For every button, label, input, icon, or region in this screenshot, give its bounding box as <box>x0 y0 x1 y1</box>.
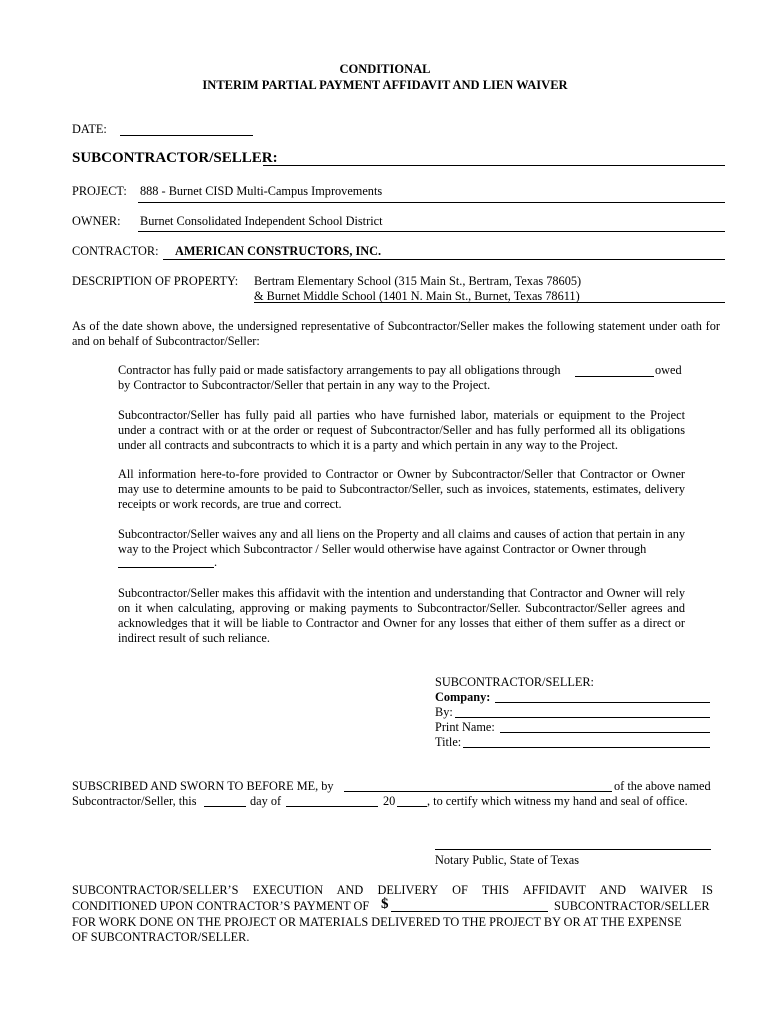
property-label: DESCRIPTION OF PROPERTY: <box>72 274 239 288</box>
owner-label: OWNER: <box>72 214 121 228</box>
sworn-day-line[interactable] <box>204 806 246 807</box>
form-title-line2: INTERIM PARTIAL PAYMENT AFFIDAVIT AND LIEN WAIVER <box>202 78 568 92</box>
signature-by-label: By: <box>435 705 453 719</box>
notary-label: Notary Public, State of Texas <box>435 853 580 867</box>
paragraph-1-date-line[interactable] <box>575 376 654 377</box>
owner-field-line <box>138 231 725 232</box>
notary-signature-line[interactable] <box>435 849 711 850</box>
sworn-year-line[interactable] <box>397 806 427 807</box>
paragraph-2: Subcontractor/Seller has fully paid all parties who have furnished labor, materials or equipment to the Project under a contract with or at the order or request of Subcontractor/Seller and has fully performed all its obligations under all contracts and subcontracts to which it is a party and which pertain in any way to the Project. <box>118 408 685 452</box>
form-title-line1: CONDITIONAL <box>339 62 431 76</box>
subcontractor-field-line[interactable] <box>263 165 725 166</box>
signature-title-label: Title: <box>435 735 462 749</box>
project-label: PROJECT: <box>72 184 127 198</box>
execution-line1: SUBCONTRACTOR/SELLER’S EXECUTION AND DELIVERY OF THIS AFFIDAVIT AND WAIVER IS <box>72 883 713 897</box>
project-value: 888 - Burnet CISD Multi-Campus Improvements <box>140 184 383 198</box>
signature-by-line[interactable] <box>455 717 710 718</box>
sworn-month-line[interactable] <box>286 806 378 807</box>
project-field-line <box>138 202 725 203</box>
sworn-text-c: Subcontractor/Seller, this <box>72 794 197 808</box>
sworn-text-e: 20 <box>383 794 396 808</box>
execution-dollar-sign: $ <box>381 896 389 912</box>
signature-print-name-label: Print Name: <box>435 720 495 734</box>
signature-print-name-line[interactable] <box>500 732 710 733</box>
contractor-value: AMERICAN CONSTRUCTORS, INC. <box>175 244 382 258</box>
paragraph-4: Subcontractor/Seller waives any and all liens on the Property and all claims and causes of action that pertain in any way to the Project which Subcontractor / Seller would otherwise have against Contractor or Owner through <box>118 527 685 556</box>
signature-company-label: Company: <box>435 690 491 704</box>
date-label: DATE: <box>72 122 107 136</box>
paragraph-1-continuation: by Contractor to Subcontractor/Seller that pertain in any way to the Project. <box>118 378 491 392</box>
paragraph-4-date-line[interactable] <box>118 567 214 568</box>
property-field-line <box>254 302 725 303</box>
intro-paragraph: As of the date shown above, the undersigned representative of Subcontractor/Seller makes the following statement under oath for and on behalf of Subcontractor/Seller: <box>72 319 720 348</box>
subcontractor-heading: SUBCONTRACTOR/SELLER: <box>72 150 278 166</box>
execution-line3: FOR WORK DONE ON THE PROJECT OR MATERIALS DELIVERED TO THE PROJECT BY OR AT THE EXPENSE <box>72 915 682 929</box>
owner-value: Burnet Consolidated Independent School District <box>140 214 383 228</box>
paragraph-5: Subcontractor/Seller makes this affidavit with the intention and understanding that Contractor and Owner will rely on it when calculating, approving or making payments to Subcontractor/Seller. Subcontractor/Seller agrees and acknowledges that it will be liable to Contractor and Owner for any losses that either of them suffer as a direct or indirect result of such reliance. <box>118 586 685 645</box>
execution-line2a: CONDITIONED UPON CONTRACTOR’S PAYMENT OF <box>72 899 370 913</box>
contractor-label: CONTRACTOR: <box>72 244 159 258</box>
sworn-text-d: day of <box>250 794 282 808</box>
signature-heading: SUBCONTRACTOR/SELLER: <box>435 675 594 689</box>
paragraph-1-text: Contractor has fully paid or made satisfactory arrangements to pay all obligations through <box>118 363 561 377</box>
sworn-text-f: , to certify which witness my hand and seal of office. <box>427 794 688 808</box>
sworn-text-a: SUBSCRIBED AND SWORN TO BEFORE ME, by <box>72 779 334 793</box>
paragraph-3: All information here-to-fore provided to Contractor or Owner by Subcontractor/Seller that Contractor or Owner may use to determine amounts to be paid to Subcontractor/Seller, such as invoices, statements, estimates, delivery receipts or work records, are true and correct. <box>118 467 685 511</box>
property-line1: Bertram Elementary School (315 Main St., Bertram, Texas 78605) <box>254 274 582 288</box>
property-line2: & Burnet Middle School (1401 N. Main St., Burnet, Texas 78611) <box>254 289 580 303</box>
sworn-text-b: of the above named <box>614 779 711 793</box>
execution-amount-line[interactable] <box>391 911 548 912</box>
signature-title-line[interactable] <box>463 747 710 748</box>
execution-line4: OF SUBCONTRACTOR/SELLER. <box>72 930 250 944</box>
execution-line2b: SUBCONTRACTOR/SELLER <box>554 899 710 913</box>
paragraph-4-end: . <box>214 555 218 569</box>
date-field-line[interactable] <box>120 135 253 136</box>
contractor-field-line <box>163 259 725 260</box>
paragraph-1-owed: owed <box>655 363 682 377</box>
sworn-name-line[interactable] <box>344 791 612 792</box>
signature-company-line[interactable] <box>495 702 710 703</box>
